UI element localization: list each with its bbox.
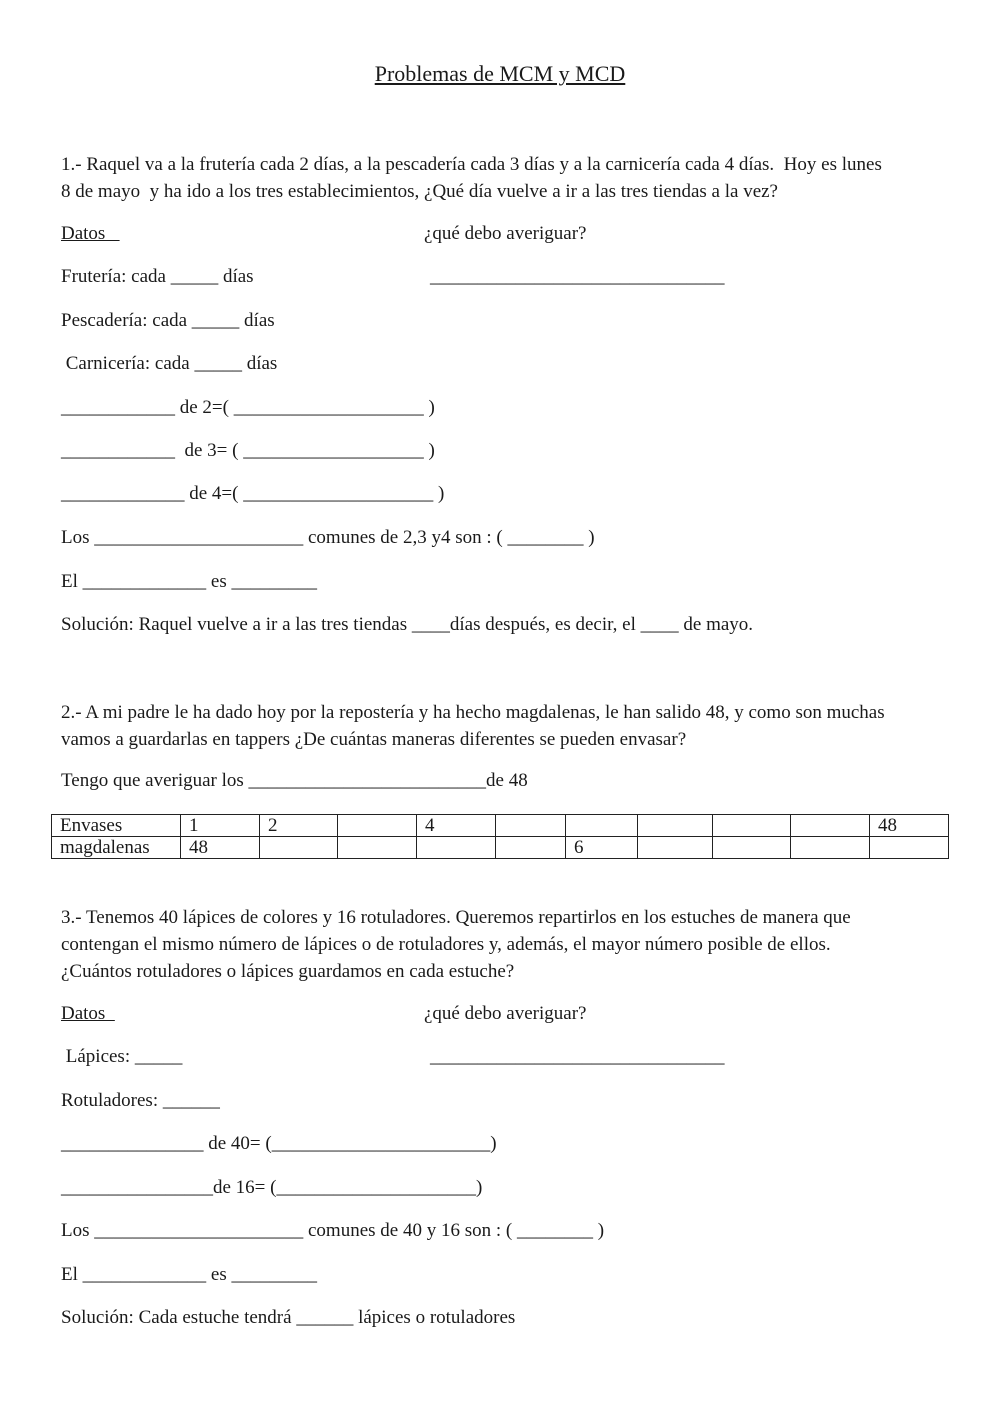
- problem-1-line-2: 8 de mayo y ha ido a los tres establecimientos, ¿Qué día vuelve a ir a las tres tiendas a la vez?: [61, 181, 778, 202]
- table-cell[interactable]: [496, 815, 566, 837]
- problem-3-line-2: contengan el mismo número de lápices o de rotuladores y, además, el mayor número posible de ellos.: [61, 934, 831, 955]
- p3-solucion-field[interactable]: Solución: Cada estuche tendrá ______ lápices o rotuladores: [61, 1307, 516, 1328]
- p1-answer-blank[interactable]: _______________________________: [430, 266, 725, 287]
- table-cell[interactable]: [417, 837, 496, 859]
- p1-fruteria-field[interactable]: Frutería: cada _____ días: [61, 266, 254, 287]
- p3-comunes-field[interactable]: Los ______________________ comunes de 40 y 16 son : ( ________ ): [61, 1220, 605, 1241]
- p2-tengo-field[interactable]: Tengo que averiguar los _________________________de 48: [61, 770, 528, 791]
- p3-lapices-field[interactable]: Lápices: _____: [61, 1046, 183, 1067]
- p1-el-field[interactable]: El _____________ es _________: [61, 571, 317, 592]
- problem-2-statement: [61, 699, 941, 753]
- table-cell[interactable]: [713, 815, 791, 837]
- table-cell: 48: [870, 815, 949, 837]
- table-cell: 4: [417, 815, 496, 837]
- problem-1-statement: [61, 151, 941, 205]
- p3-datos-label: Datos: [61, 1003, 115, 1024]
- p1-solucion-field[interactable]: Solución: Raquel vuelve a ir a las tres tiendas ____días después, es decir, el ____ de mayo.: [61, 614, 754, 635]
- p1-multiples-2-field[interactable]: ____________ de 2=( ____________________ ): [61, 397, 435, 418]
- p3-question-label: ¿qué debo averiguar?: [424, 1003, 587, 1024]
- p3-answer-blank[interactable]: _______________________________: [430, 1046, 725, 1067]
- table-cell[interactable]: [638, 837, 713, 859]
- table-row-envases: [52, 815, 949, 837]
- table-cell[interactable]: [496, 837, 566, 859]
- table-cell[interactable]: [260, 837, 338, 859]
- table-cell[interactable]: [791, 815, 870, 837]
- p1-question-label: ¿qué debo averiguar?: [424, 223, 587, 244]
- page-title: Problemas de MCM y MCD: [374, 61, 626, 86]
- table-cell[interactable]: [870, 837, 949, 859]
- table-cell: 48: [181, 837, 260, 859]
- p3-divisores-16-field[interactable]: ________________de 16= (_____________________): [61, 1177, 483, 1198]
- table-cell[interactable]: [338, 837, 417, 859]
- table-cell: magdalenas: [52, 837, 181, 859]
- p3-rotuladores-field[interactable]: Rotuladores: ______: [61, 1090, 220, 1111]
- table-cell: Envases: [52, 815, 181, 837]
- table-cell[interactable]: [791, 837, 870, 859]
- problem-1-line-1: 1.- Raquel va a la frutería cada 2 días, a la pescadería cada 3 días y a la carnicería cada 4 días. Hoy es lunes: [61, 154, 882, 175]
- problem-3-statement: [61, 904, 941, 985]
- table-cell[interactable]: [338, 815, 417, 837]
- table-row-magdalenas: [52, 837, 949, 859]
- table-cell: 1: [181, 815, 260, 837]
- p1-comunes-field[interactable]: Los ______________________ comunes de 2,3 y4 son : ( ________ ): [61, 527, 595, 548]
- problem-2-line-1: 2.- A mi padre le ha dado hoy por la repostería y ha hecho magdalenas, le han salido 48, y como son muchas: [61, 702, 885, 723]
- p1-multiples-3-field[interactable]: ____________ de 3= ( ___________________ ): [61, 440, 435, 461]
- envases-table: [51, 814, 949, 859]
- table-cell[interactable]: [713, 837, 791, 859]
- p3-el-field[interactable]: El _____________ es _________: [61, 1264, 317, 1285]
- table-cell[interactable]: [566, 815, 638, 837]
- table-cell[interactable]: [638, 815, 713, 837]
- table-cell: 6: [566, 837, 638, 859]
- problem-2-line-2: vamos a guardarlas en tappers ¿De cuántas maneras diferentes se pueden envasar?: [61, 729, 687, 750]
- p3-divisores-40-field[interactable]: _______________ de 40= (_______________________): [61, 1133, 497, 1154]
- p1-datos-label: Datos: [61, 223, 120, 244]
- problem-3-line-3: ¿Cuántos rotuladores o lápices guardamos en cada estuche?: [61, 961, 515, 982]
- p1-multiples-4-field[interactable]: _____________ de 4=( ____________________ ): [61, 483, 445, 504]
- problem-3-line-1: 3.- Tenemos 40 lápices de colores y 16 rotuladores. Queremos repartirlos en los estuches de manera que: [61, 907, 851, 928]
- p1-pescaderia-field[interactable]: Pescadería: cada _____ días: [61, 310, 275, 331]
- table-cell: 2: [260, 815, 338, 837]
- p1-carniceria-field[interactable]: Carnicería: cada _____ días: [61, 353, 278, 374]
